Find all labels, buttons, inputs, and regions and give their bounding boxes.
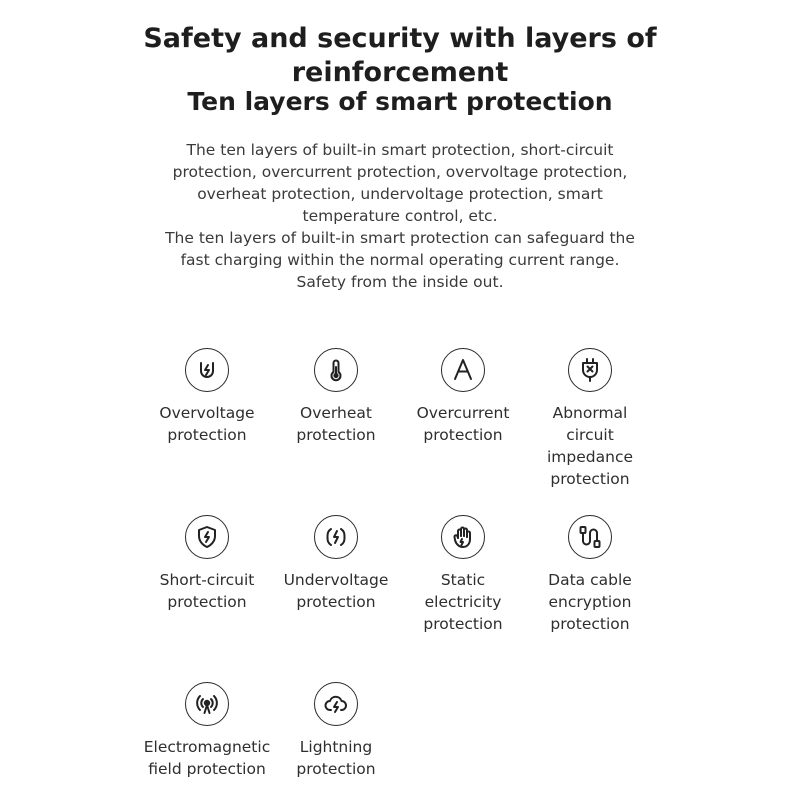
feature-label: Overheat protection <box>296 404 376 444</box>
feature-static <box>393 515 533 635</box>
subheadline: Ten layers of smart protection <box>187 87 613 116</box>
description <box>150 139 650 293</box>
feature-label: Static electricity protection <box>423 571 503 633</box>
feature-overvoltage <box>137 348 277 446</box>
signal-waves-icon <box>185 682 229 726</box>
description-paragraph: Safety from the inside out. <box>296 273 504 291</box>
description-paragraph: The ten layers of built-in smart protection can safeguard the fast charging within the normal operating current range. <box>165 229 635 269</box>
cloud-lightning-icon <box>314 682 358 726</box>
feature-lightning <box>266 682 406 780</box>
feature-data-cable <box>520 515 660 635</box>
feature-label: Electromagnetic field protection <box>143 738 271 778</box>
feature-label: Undervoltage protection <box>283 571 389 611</box>
feature-undervoltage <box>266 515 406 613</box>
cable-icon <box>568 515 612 559</box>
headline-line-2: reinforcement <box>291 57 509 88</box>
feature-label: Overcurrent protection <box>416 404 510 444</box>
headline-line-1: Safety and security with layers of <box>143 23 657 54</box>
feature-overcurrent <box>393 348 533 446</box>
description-paragraph: The ten layers of built-in smart protection, short-circuit protection, overcurrent protection, overvoltage protection, overheat protection, undervoltage protection, smart temperature control, etc. <box>172 141 628 225</box>
feature-label: Lightning protection <box>296 738 376 778</box>
feature-label: Data cable encryption protection <box>548 571 632 633</box>
undervoltage-icon <box>314 515 358 559</box>
ampere-icon <box>441 348 485 392</box>
feature-short-circuit <box>137 515 277 613</box>
headline <box>0 22 800 90</box>
hand-icon <box>441 515 485 559</box>
feature-label: Short-circuit protection <box>159 571 255 611</box>
thermometer-icon <box>314 348 358 392</box>
feature-label: Overvoltage protection <box>159 404 255 444</box>
feature-overheat <box>266 348 406 446</box>
shield-bolt-icon <box>185 515 229 559</box>
feature-abnormal-impedance <box>520 348 660 490</box>
feature-label: Abnormal circuit impedance protection <box>547 404 633 488</box>
overvoltage-icon <box>185 348 229 392</box>
feature-electromagnetic <box>137 682 277 780</box>
plug-x-icon <box>568 348 612 392</box>
